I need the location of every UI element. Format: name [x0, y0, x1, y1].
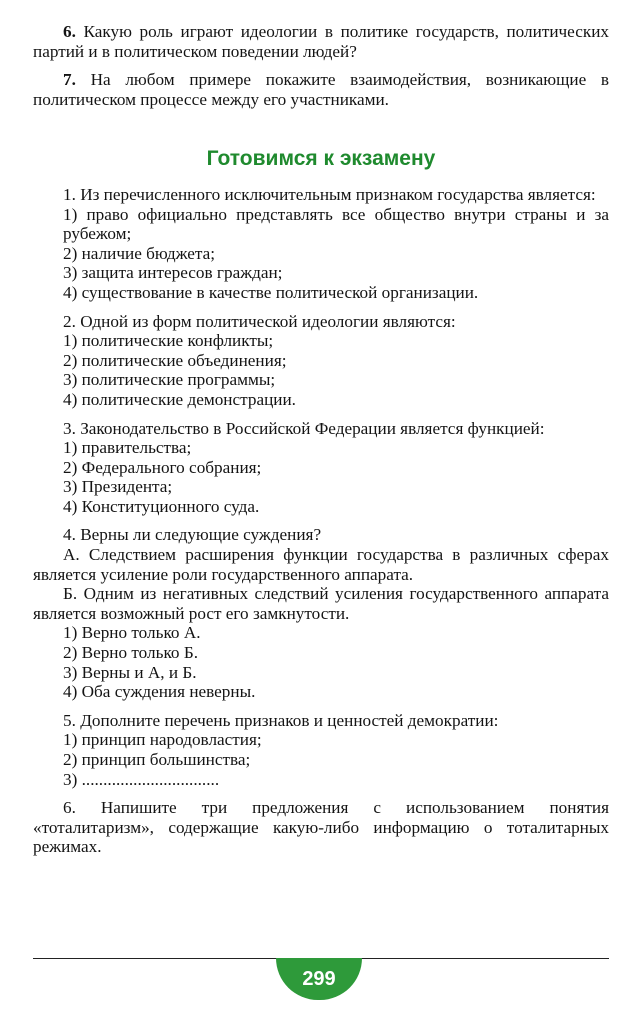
answer-option: 2) наличие бюджета; [63, 243, 215, 263]
page-text [33, 22, 609, 857]
question-stem: 6. Напишите три предложения с использованием понятия «тоталитаризм», содержащие какую-либо информацию о тоталитарных режимах. [33, 798, 609, 857]
page-number-badge [276, 958, 362, 1000]
exam-question-6 [33, 798, 609, 857]
answer-option: 3) Президента; [63, 477, 173, 497]
question-text: На любом примере покажите взаимодействия, возникающие в политическом процессе между его участниками. [33, 70, 610, 109]
answer-option: 3) защита интересов граждан; [63, 263, 283, 283]
answer-blank: 3) ................................ [63, 769, 220, 789]
question-stem: 1. Из перечисленного исключительным признаком государства является: [63, 184, 596, 204]
exam-question-1 [33, 185, 609, 303]
answer-option: 4) Конституционного суда. [63, 496, 260, 516]
answer-option: 1) правительства; [63, 438, 192, 458]
question-stem: 4. Верны ли следующие суждения? [63, 525, 322, 545]
answer-option: 2) принцип большинства; [63, 750, 251, 769]
question-6 [33, 22, 609, 61]
answer-option: 1) Верно только А. [63, 623, 201, 643]
answer-option: 2) Федерального собрания; [63, 457, 262, 477]
exam-question-2 [33, 312, 609, 410]
answer-option: 4) существование в качестве политической организации. [63, 282, 479, 302]
answer-option: 1) принцип народовластия; [63, 730, 262, 750]
question-7 [33, 70, 609, 109]
exam-heading: Готовимся к экзамену [206, 147, 436, 171]
question-stem: 3. Законодательство в Российской Федерации является функцией: [63, 418, 545, 438]
answer-option: 2) Верно только Б. [63, 643, 198, 663]
answer-option: 4) Оба суждения неверны. [63, 682, 256, 702]
question-stem: 5. Дополните перечень признаков и ценностей демократии: [63, 710, 499, 730]
exam-question-4 [33, 525, 609, 701]
answer-option: 1) право официально представлять все общество внутри страны и за рубежом; [63, 204, 609, 244]
question-number: 6. [63, 22, 76, 41]
question-stem: 2. Одной из форм политической идеологии являются: [63, 311, 456, 331]
statement-a: А. Следствием расширения функции государства в различных сферах является усиление роли государственного аппарата. [33, 545, 609, 584]
question-text: Какую роль играют идеологии в политике государств, политических партий и в политическом поведении людей? [33, 22, 609, 61]
answer-option: 2) политические объединения; [63, 350, 287, 370]
answer-option: 4) политические демонстрации. [63, 389, 296, 409]
answer-option: 1) политические конфликты; [63, 331, 274, 351]
exam-question-3 [33, 419, 609, 517]
question-number: 7. [63, 70, 76, 90]
statement-b: Б. Одним из негативных следствий усиления государственного аппарата является возможный рост его замкнутости. [33, 584, 609, 623]
answer-option: 3) политические программы; [63, 370, 276, 390]
exam-question-5 [33, 711, 609, 789]
answer-option: 3) Верны и А, и Б. [63, 662, 197, 682]
page-number: 299 [302, 967, 336, 990]
